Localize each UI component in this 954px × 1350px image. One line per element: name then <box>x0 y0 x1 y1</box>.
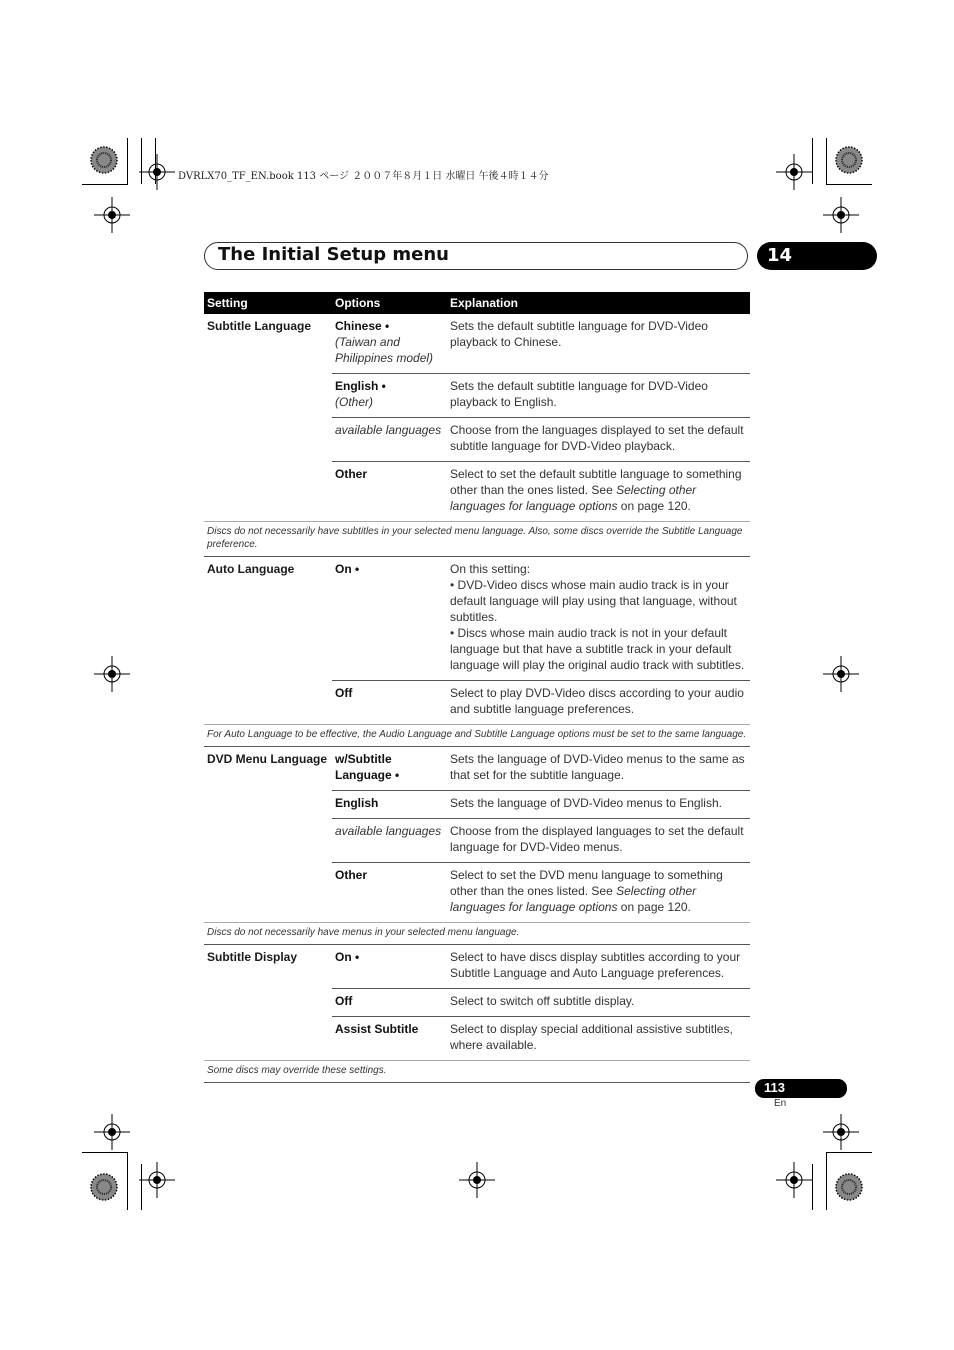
table-note-row <box>204 1061 750 1083</box>
option-label: On • <box>332 945 447 989</box>
explanation-text: Select to set the default subtitle language to something other than the ones listed. See <box>450 467 742 497</box>
page-number: 113 <box>764 1080 785 1095</box>
explanation-cell: Select to play DVD-Video discs according to your audio and subtitle language preferences. <box>447 681 750 725</box>
explanation-text: • Discs whose main audio track is not in your default language but that have a subtitle track in your default language will play the original audio track with subtitles. <box>450 626 745 672</box>
option-label: Assist Subtitle <box>332 1017 447 1061</box>
column-header-setting: Setting <box>204 292 332 314</box>
explanation-cell <box>447 863 750 923</box>
explanation-cell: Select to have discs display subtitles according to your Subtitle Language and Auto Language preferences. <box>447 945 750 989</box>
option-note: (Taiwan and Philippines model) <box>335 335 434 365</box>
explanation-cell: Sets the language of DVD-Video menus to English. <box>447 791 750 819</box>
table-note-row <box>204 725 750 747</box>
setting-auto-language: Auto Language <box>204 557 332 725</box>
explanation-text: On this setting: <box>450 562 531 576</box>
table-note: Discs do not necessarily have subtitles in your selected menu language. Also, some discs override the Subtitle Language preference. <box>204 522 750 557</box>
option-label: Other <box>332 462 447 522</box>
explanation-cell <box>447 557 750 681</box>
explanation-cell: Select to switch off subtitle display. <box>447 989 750 1017</box>
explanation-cell: Sets the default subtitle language for DVD-Video playback to English. <box>447 374 750 418</box>
print-file-info: DVRLX70_TF_EN.book 113 ページ ２００７年８月１日 水曜日 午後４時１４分 <box>178 171 549 182</box>
option-label: w/Subtitle Language • <box>332 747 447 791</box>
chapter-tab <box>757 242 877 270</box>
chapter-number: 14 <box>767 245 793 266</box>
explanation-cell: Sets the language of DVD-Video menus to the same as that set for the subtitle language. <box>447 747 750 791</box>
column-header-explanation: Explanation <box>447 292 750 314</box>
table-row <box>204 945 750 989</box>
settings-table <box>204 292 750 1083</box>
option-cell <box>332 314 447 374</box>
explanation-cell <box>447 462 750 522</box>
table-note-row <box>204 923 750 945</box>
option-label: Off <box>332 989 447 1017</box>
option-label: Off <box>332 681 447 725</box>
table-note-row <box>204 522 750 557</box>
table-row <box>204 557 750 681</box>
explanation-cell: Choose from the displayed languages to set the default language for DVD-Video menus. <box>447 819 750 863</box>
table-row <box>204 314 750 374</box>
page-language: En <box>774 1098 787 1109</box>
option-label: Other <box>332 863 447 923</box>
explanation-text: on page 120. <box>617 900 691 914</box>
table-note: Some discs may override these settings. <box>204 1061 750 1083</box>
table-row <box>204 747 750 791</box>
setting-dvd-menu-language: DVD Menu Language <box>204 747 332 923</box>
cross-reference-link: Selecting other languages for language options <box>450 884 697 914</box>
option-label: available languages <box>332 418 447 462</box>
section-title-bar <box>204 242 748 270</box>
option-label: Chinese • <box>335 319 390 333</box>
explanation-text: • DVD-Video discs whose main audio track is in your default language will play using that language, without subtitles. <box>450 578 737 624</box>
option-note: (Other) <box>335 395 374 409</box>
page-title: The Initial Setup menu <box>218 244 449 265</box>
page-number-tab <box>755 1079 847 1098</box>
explanation-text: Select to set the DVD menu language to something other than the ones listed. See <box>450 868 723 898</box>
setting-subtitle-display: Subtitle Display <box>204 945 332 1061</box>
column-header-options: Options <box>332 292 447 314</box>
option-cell <box>332 374 447 418</box>
option-label: On • <box>332 557 447 681</box>
table-header-row <box>204 292 750 314</box>
table-note: For Auto Language to be effective, the Audio Language and Subtitle Language options must be set to the same language. <box>204 725 750 747</box>
table-note: Discs do not necessarily have menus in your selected menu language. <box>204 923 750 945</box>
option-label: English • <box>335 379 386 393</box>
explanation-cell: Sets the default subtitle language for DVD-Video playback to Chinese. <box>450 319 708 349</box>
explanation-text: on page 120. <box>617 499 691 513</box>
option-label: available languages <box>332 819 447 863</box>
cross-reference-link: Selecting other languages for language options <box>450 483 697 513</box>
setting-subtitle-language: Subtitle Language <box>207 319 312 333</box>
explanation-cell: Select to display special additional assistive subtitles, where available. <box>447 1017 750 1061</box>
explanation-cell: Choose from the languages displayed to set the default subtitle language for DVD-Video playback. <box>447 418 750 462</box>
option-label: English <box>332 791 447 819</box>
